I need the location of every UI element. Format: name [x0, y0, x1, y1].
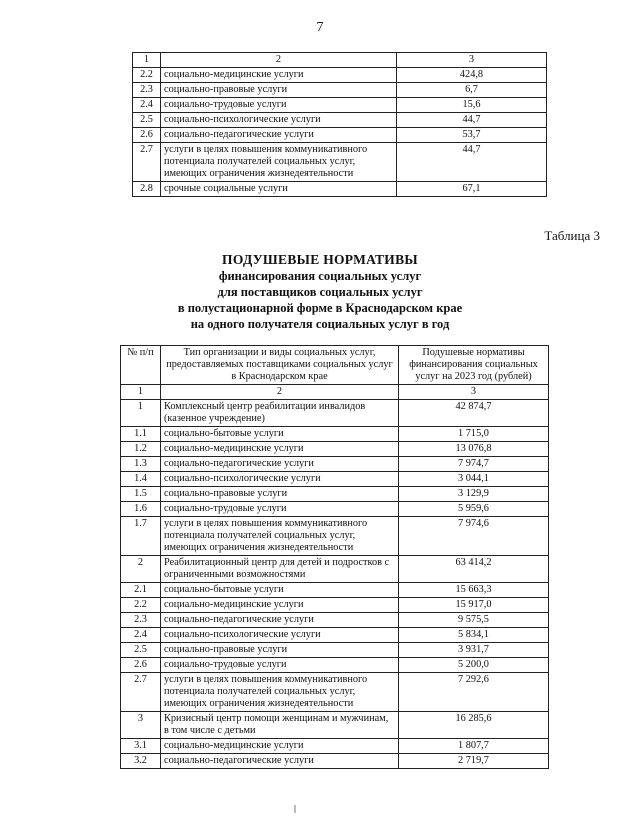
- header-cell-number: № п/п: [121, 346, 161, 385]
- table-row: [121, 628, 549, 643]
- table-row: [133, 182, 547, 197]
- row-value: 5 959,6: [399, 502, 549, 517]
- row-number: 1.4: [121, 472, 161, 487]
- row-value: 44,7: [397, 143, 547, 182]
- row-number: 2.2: [133, 68, 161, 83]
- row-service-name: Реабилитационный центр для детей и подростков с ограниченными возможностями: [161, 556, 399, 583]
- row-number: 2.7: [133, 143, 161, 182]
- row-service-name: услуги в целях повышения коммуникативного потенциала получателей социальных услуг, имеющих ограничения жизнедеятельности: [161, 517, 399, 556]
- table-row: [121, 517, 549, 556]
- row-number: 2.4: [133, 98, 161, 113]
- table-label: Таблица 3: [544, 228, 600, 243]
- row-service-name: срочные социальные услуги: [161, 182, 397, 197]
- row-number: 2.1: [121, 583, 161, 598]
- row-service-name: услуги в целях повышения коммуникативного потенциала получателей социальных услуг, имеющих ограничения жизнедеятельности: [161, 673, 399, 712]
- row-value: 15 663,3: [399, 583, 549, 598]
- row-number: 3.2: [121, 754, 161, 769]
- row-value: 15,6: [397, 98, 547, 113]
- row-service-name: социально-медицинские услуги: [161, 598, 399, 613]
- table-row: [133, 128, 547, 143]
- row-value: 5 834,1: [399, 628, 549, 643]
- table-row: [121, 643, 549, 658]
- row-value: 1 807,7: [399, 739, 549, 754]
- row-number: 3: [121, 712, 161, 739]
- column-number-row: [133, 53, 547, 68]
- row-service-name: социально-бытовые услуги: [161, 427, 399, 442]
- row-number: 1.5: [121, 487, 161, 502]
- table-row: [121, 427, 549, 442]
- table-row: [121, 556, 549, 583]
- title-line: финансирования социальных услуг: [218, 269, 422, 283]
- table-row: [121, 658, 549, 673]
- table-row: [133, 143, 547, 182]
- row-value: 7 292,6: [399, 673, 549, 712]
- row-service-name: социально-психологические услуги: [161, 472, 399, 487]
- title-line: для поставщиков социальных услуг: [217, 285, 423, 299]
- table-row: [121, 400, 549, 427]
- scan-artifact: [294, 805, 296, 813]
- row-value: 9 575,5: [399, 613, 549, 628]
- column-number: 1: [121, 385, 161, 400]
- header-cell-normative: Подушевые нормативы финансирования социальных услуг на 2023 год (рублей): [399, 346, 549, 385]
- column-number: 1: [133, 53, 161, 68]
- table-row: [133, 83, 547, 98]
- table-row: [121, 754, 549, 769]
- row-value: 44,7: [397, 113, 547, 128]
- table-row: [121, 583, 549, 598]
- row-service-name: социально-правовые услуги: [161, 487, 399, 502]
- column-number: 3: [399, 385, 549, 400]
- title-line: в полустационарной форме в Краснодарском крае: [177, 301, 463, 315]
- row-number: 2.7: [121, 673, 161, 712]
- title-line: на одного получателя социальных услуг в год: [190, 317, 450, 331]
- row-service-name: социально-трудовые услуги: [161, 98, 397, 113]
- table-row: [133, 98, 547, 113]
- row-number: 1.3: [121, 457, 161, 472]
- row-value: 7 974,6: [399, 517, 549, 556]
- row-value: 13 076,8: [399, 442, 549, 457]
- row-service-name: социально-правовые услуги: [161, 643, 399, 658]
- row-value: 6,7: [397, 83, 547, 98]
- table-row: [121, 598, 549, 613]
- row-number: 1.1: [121, 427, 161, 442]
- row-service-name: социально-правовые услуги: [161, 83, 397, 98]
- row-value: 1 715,0: [399, 427, 549, 442]
- row-number: 2.2: [121, 598, 161, 613]
- column-number-row: [121, 385, 549, 400]
- column-number: 2: [161, 385, 399, 400]
- table-row: [121, 613, 549, 628]
- row-number: 2.8: [133, 182, 161, 197]
- row-service-name: социально-медицинские услуги: [161, 739, 399, 754]
- table-row: [121, 442, 549, 457]
- row-number: 2.3: [133, 83, 161, 98]
- row-value: 3 129,9: [399, 487, 549, 502]
- table-row: [121, 712, 549, 739]
- table-row: [133, 68, 547, 83]
- row-value: 15 917,0: [399, 598, 549, 613]
- row-number: 2.6: [133, 128, 161, 143]
- page-number: 7: [316, 20, 324, 35]
- continued-table: [132, 52, 547, 197]
- row-value: 3 044,1: [399, 472, 549, 487]
- row-service-name: услуги в целях повышения коммуникативного потенциала получателей социальных услуг, имеющих ограничения жизнедеятельности: [161, 143, 397, 182]
- column-number: 2: [161, 53, 397, 68]
- table-header-row: [121, 346, 549, 385]
- table-row: [121, 487, 549, 502]
- row-service-name: социально-медицинские услуги: [161, 68, 397, 83]
- row-number: 2.5: [133, 113, 161, 128]
- table-row: [121, 472, 549, 487]
- row-number: 2: [121, 556, 161, 583]
- row-number: 1.2: [121, 442, 161, 457]
- row-service-name: социально-бытовые услуги: [161, 583, 399, 598]
- title-line: ПОДУШЕВЫЕ НОРМАТИВЫ: [222, 252, 418, 267]
- row-service-name: социально-педагогические услуги: [161, 754, 399, 769]
- row-service-name: социально-педагогические услуги: [161, 128, 397, 143]
- row-number: 2.5: [121, 643, 161, 658]
- row-value: 53,7: [397, 128, 547, 143]
- row-number: 1: [121, 400, 161, 427]
- row-value: 424,8: [397, 68, 547, 83]
- row-number: 1.7: [121, 517, 161, 556]
- row-number: 3.1: [121, 739, 161, 754]
- row-value: 67,1: [397, 182, 547, 197]
- row-number: 2.6: [121, 658, 161, 673]
- row-value: 2 719,7: [399, 754, 549, 769]
- row-value: 3 931,7: [399, 643, 549, 658]
- row-service-name: социально-психологические услуги: [161, 628, 399, 643]
- table-row: [121, 673, 549, 712]
- row-number: 1.6: [121, 502, 161, 517]
- row-service-name: социально-педагогические услуги: [161, 613, 399, 628]
- row-service-name: социально-трудовые услуги: [161, 658, 399, 673]
- normatives-table: [120, 345, 549, 769]
- table-row: [133, 113, 547, 128]
- row-number: 2.4: [121, 628, 161, 643]
- row-service-name: Комплексный центр реабилитации инвалидов (казенное учреждение): [161, 400, 399, 427]
- row-service-name: Кризисный центр помощи женщинам и мужчинам, в том числе с детьми: [161, 712, 399, 739]
- row-value: 16 285,6: [399, 712, 549, 739]
- table-row: [121, 739, 549, 754]
- table-row: [121, 502, 549, 517]
- column-number: 3: [397, 53, 547, 68]
- row-service-name: социально-психологические услуги: [161, 113, 397, 128]
- table-title: [0, 252, 640, 332]
- row-number: 2.3: [121, 613, 161, 628]
- row-service-name: социально-педагогические услуги: [161, 457, 399, 472]
- table-row: [121, 457, 549, 472]
- row-value: 7 974,7: [399, 457, 549, 472]
- header-cell-service: Тип организации и виды социальных услуг, предоставляемых поставщиками социальных услуг в Краснодарском крае: [161, 346, 399, 385]
- row-value: 42 874,7: [399, 400, 549, 427]
- row-value: 5 200,0: [399, 658, 549, 673]
- row-value: 63 414,2: [399, 556, 549, 583]
- row-service-name: социально-трудовые услуги: [161, 502, 399, 517]
- row-service-name: социально-медицинские услуги: [161, 442, 399, 457]
